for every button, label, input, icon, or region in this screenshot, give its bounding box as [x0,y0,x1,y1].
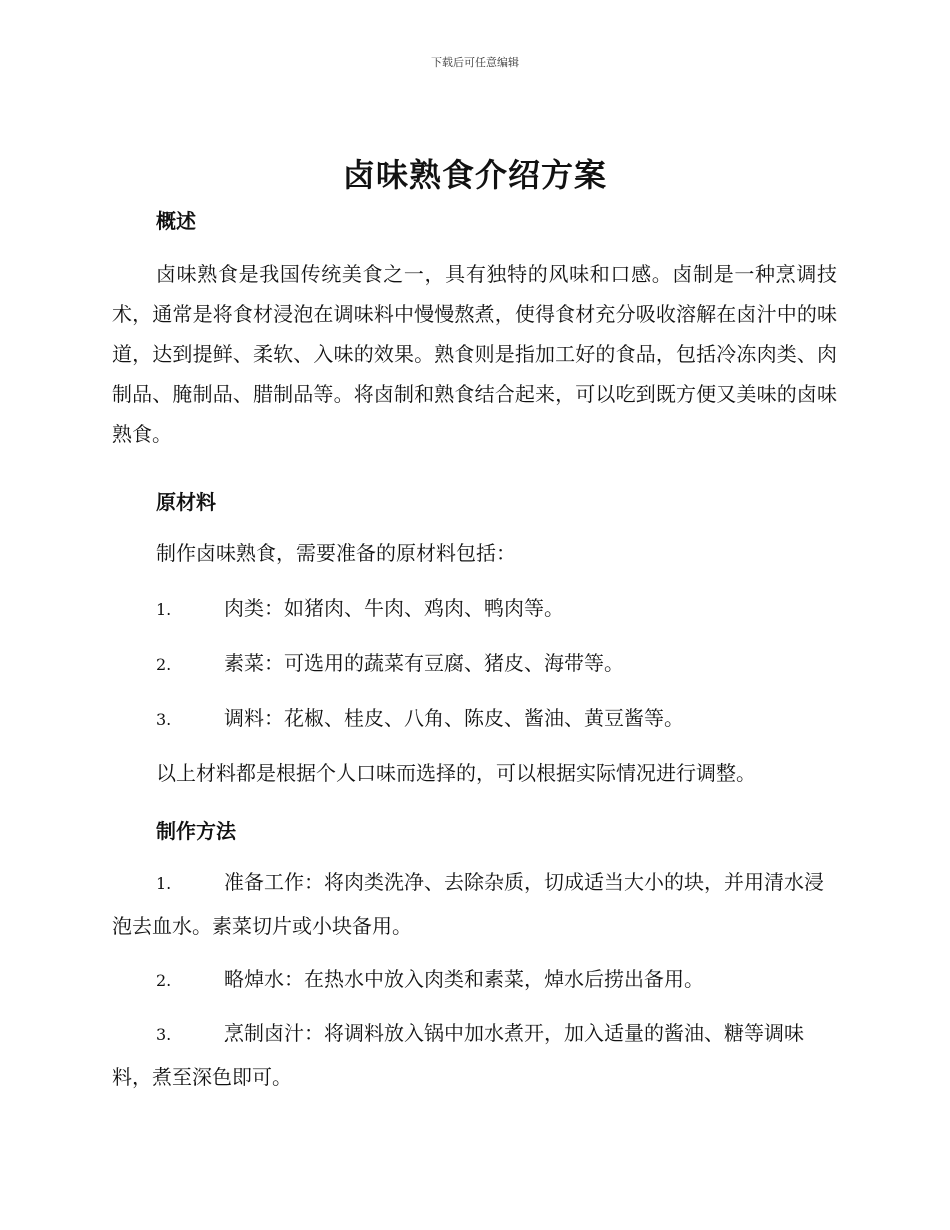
page-header-note: 下载后可任意编辑 [431,56,519,69]
list-item [112,1012,837,1098]
document-title: 卤味熟食介绍方案 [342,156,607,194]
list-item [156,588,564,630]
list-item-number: 3. [156,710,172,729]
list-item [156,959,704,1001]
section-heading-method: 制作方法 [156,819,236,843]
list-item-text: 调料：花椒、桂皮、八角、陈皮、酱油、黄豆酱等。 [224,706,684,730]
list-item-number: 2. [156,971,172,990]
list-item-text: 素菜：可选用的蔬菜有豆腐、猪皮、海带等。 [224,651,624,675]
list-item-text: 肉类：如猪肉、牛肉、鸡肉、鸭肉等。 [224,596,564,620]
list-item-text: 准备工作：将肉类洗净、去除杂质，切成适当大小的块，并用清水浸泡去血水。素菜切片或小块备用。 [112,870,824,938]
list-item-number: 2. [156,655,172,674]
list-item [112,861,837,947]
overview-paragraph: 卤味熟食是我国传统美食之一，具有独特的风味和口感。卤制是一种烹调技术，通常是将食材浸泡在调味料中慢慢熬煮，使得食材充分吸收溶解在卤汁中的味道，达到提鲜、柔软、入味的效果。熟食则是指加工好的食品，包括冷冻肉类、肉制品、腌制品、腊制品等。将卤制和熟食结合起来，可以吃到既方便又美味的卤味熟食。 [112,262,837,446]
materials-outro: 以上材料都是根据个人口味而选择的，可以根据实际情况进行调整。 [156,761,756,785]
section-heading-overview: 概述 [156,209,196,233]
list-item-number: 1. [156,874,172,893]
list-item-text: 烹制卤汁：将调料放入锅中加水煮开，加入适量的酱油、糖等调味料，煮至深色即可。 [112,1021,804,1089]
list-item-text: 略焯水：在热水中放入肉类和素菜，焯水后捞出备用。 [224,967,704,991]
list-item [156,643,624,685]
list-item [156,698,684,740]
list-item-number: 1. [156,600,172,619]
list-item-number: 3. [156,1025,172,1044]
section-heading-materials: 原材料 [156,490,216,514]
materials-intro: 制作卤味熟食，需要准备的原材料包括： [156,541,516,565]
